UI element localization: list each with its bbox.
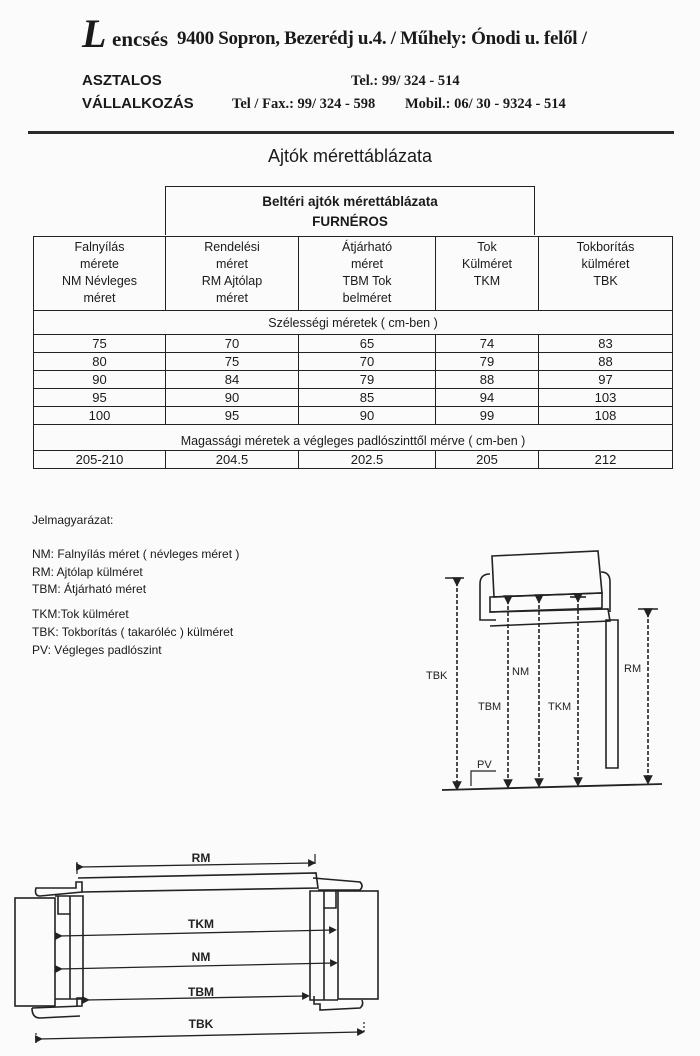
- cell: 90: [166, 389, 299, 407]
- tel-fax: Tel / Fax.: 99/ 324 - 598: [232, 96, 376, 112]
- table-row: [34, 371, 673, 389]
- header-text: Falnyílás: [74, 240, 125, 254]
- cell: 88: [436, 371, 539, 389]
- label-tbk: TBK: [426, 670, 448, 682]
- label-tbk: TBK: [188, 1017, 214, 1031]
- col-header-tkm: [436, 237, 539, 311]
- width-section-row: [34, 311, 673, 335]
- cell: 80: [34, 353, 166, 371]
- right-wall: [338, 891, 378, 999]
- table-row: [34, 451, 673, 469]
- header-divider: [28, 131, 674, 134]
- logo-initial: L: [82, 11, 107, 56]
- caption-line1: Beltéri ajtók mérettáblázata: [262, 194, 438, 209]
- header-text: Átjárható: [341, 240, 393, 254]
- label-tbm: TBM: [188, 985, 214, 999]
- cell: 65: [299, 335, 436, 353]
- label-pv: PV: [477, 759, 492, 771]
- header-row: [34, 237, 673, 311]
- header-text: belméret: [342, 291, 392, 305]
- header-text: külméret: [581, 257, 630, 271]
- legend-item: RM: Ajtólap külméret: [32, 565, 143, 579]
- cell: 79: [299, 371, 436, 389]
- header-text: NM Névleges: [61, 274, 138, 288]
- cell: 70: [166, 335, 299, 353]
- size-table: [33, 236, 673, 469]
- header-text: méret: [83, 291, 116, 305]
- label-tbm: TBM: [478, 701, 502, 713]
- cell: 83: [539, 335, 673, 353]
- horizontal-section-diagram: [0, 840, 400, 1056]
- label-nm: NM: [512, 666, 530, 678]
- cell: 85: [299, 389, 436, 407]
- cell: 94: [436, 389, 539, 407]
- cell: 90: [299, 407, 436, 425]
- cell: 74: [436, 335, 539, 353]
- col-header-tbm: [299, 237, 436, 311]
- company-line2: VÁLLALKOZÁS: [82, 95, 194, 112]
- legend-item: TKM:Tok külméret: [32, 607, 129, 621]
- label-rm: RM: [624, 663, 642, 675]
- label-tkm: TKM: [548, 701, 572, 713]
- col-header-nm: [34, 237, 166, 311]
- header-text: Külméret: [461, 257, 513, 271]
- cell: 95: [34, 389, 166, 407]
- cell: 88: [539, 353, 673, 371]
- table-row: [34, 407, 673, 425]
- legend-item: TBK: Tokborítás ( takaróléc ) külméret: [32, 625, 234, 639]
- col-header-rm: [166, 237, 299, 311]
- height-section-label: Magassági méretek a végleges padlószinttől mérve ( cm-ben ): [34, 425, 673, 451]
- header-text: Tok: [477, 240, 497, 254]
- cell: 103: [539, 389, 673, 407]
- cell: 75: [34, 335, 166, 353]
- cell: 99: [436, 407, 539, 425]
- cell: 108: [539, 407, 673, 425]
- cell: 70: [299, 353, 436, 371]
- logo-name: encsés: [112, 27, 168, 51]
- table-row: [34, 389, 673, 407]
- cell: 202.5: [299, 451, 436, 469]
- company-line1: ASZTALOS: [82, 72, 162, 89]
- cell: 95: [166, 407, 299, 425]
- page-title: Ajtók mérettáblázata: [267, 146, 433, 166]
- label-tkm: TKM: [188, 917, 214, 931]
- mobile: Mobil.: 06/ 30 - 9324 - 514: [405, 96, 566, 112]
- legend-item: TBM: Átjárható méret: [32, 582, 147, 596]
- cell: 212: [539, 451, 673, 469]
- tel: Tel.: 99/ 324 - 514: [351, 73, 460, 89]
- cell: 100: [34, 407, 166, 425]
- cell: 97: [539, 371, 673, 389]
- caption-line2: FURNÉROS: [312, 214, 388, 229]
- cell: 205: [436, 451, 539, 469]
- height-section-row: [34, 425, 673, 451]
- address: 9400 Sopron, Bezerédj u.4. / Műhely: Ónodi u. felől /: [177, 28, 587, 49]
- header-text: Tokborítás: [576, 240, 635, 254]
- legend-item: PV: Végleges padlószint: [32, 643, 162, 657]
- header-text: méret: [351, 257, 383, 271]
- header-text: Rendelési: [204, 240, 260, 254]
- header-text: méret: [216, 291, 248, 305]
- table-caption: [165, 186, 535, 235]
- cell: 204.5: [166, 451, 299, 469]
- legend-item: NM: Falnyílás méret ( névleges méret ): [32, 547, 240, 561]
- label-rm: RM: [191, 851, 211, 865]
- cell: 84: [166, 371, 299, 389]
- cell: 79: [436, 353, 539, 371]
- vertical-section-diagram: [400, 540, 690, 800]
- col-header-tbk: [539, 237, 673, 311]
- floor-line: [442, 784, 662, 790]
- label-nm: NM: [191, 950, 211, 964]
- table-row: [34, 353, 673, 371]
- header-text: TBM Tok: [342, 274, 392, 288]
- cell: 75: [166, 353, 299, 371]
- header-text: TBK: [593, 274, 618, 288]
- header-text: RM Ajtólap: [201, 274, 263, 288]
- table-row: [34, 335, 673, 353]
- header-text: mérete: [80, 257, 119, 271]
- left-wall: [15, 898, 55, 1006]
- header-text: méret: [216, 257, 248, 271]
- legend-heading: Jelmagyarázat:: [32, 513, 114, 527]
- header-text: TKM: [473, 274, 501, 288]
- wall-block: [492, 551, 602, 597]
- cell: 90: [34, 371, 166, 389]
- door-leaf: [606, 620, 618, 768]
- cell: 205-210: [34, 451, 166, 469]
- width-section-label: Szélességi méretek ( cm-ben ): [34, 311, 673, 335]
